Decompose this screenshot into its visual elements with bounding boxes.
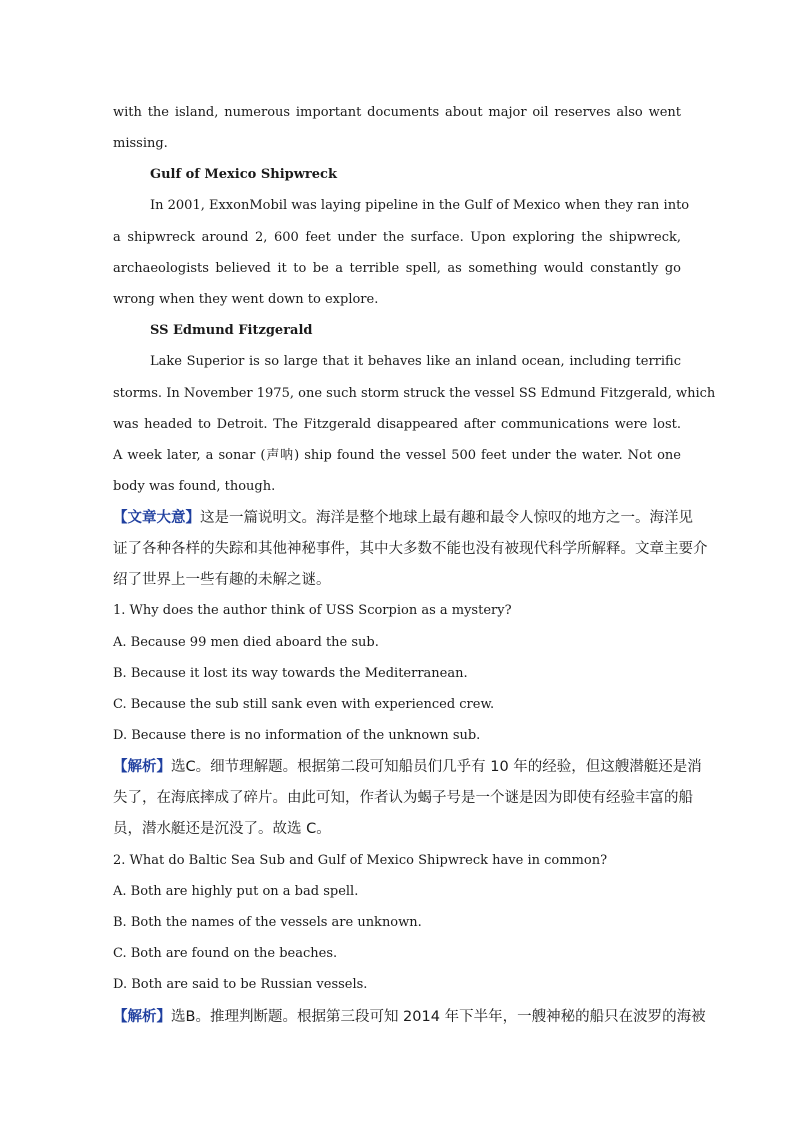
analysis-line: 【解析】选C。细节理解题。根据第二段可知船员们几乎有 10 年的经验，但这艘潜艇还是消 — [113, 759, 702, 775]
question-option: B. Because it lost its way towards the Mediterranean. — [113, 666, 468, 681]
section-heading: SS Edmund Fitzgerald — [150, 323, 313, 338]
passage-line: storms. In November 1975, one such storm struck the vessel SS Edmund Fitzgerald, which — [113, 386, 716, 401]
question-option: C. Because the sub still sank even with experienced crew. — [113, 697, 495, 712]
analysis-line: 【解析】选B。推理判断题。根据第三段可知 2014 年下半年，一艘神秘的船只在波罗的海被 — [113, 1009, 706, 1025]
analysis-line: 失了，在海底摔成了碎片。由此可知，作者认为蝎子号是一个谜是因为即使有经验丰富的船 — [113, 790, 693, 806]
question-stem: 2. What do Baltic Sea Sub and Gulf of Mexico Shipwreck have in common? — [113, 853, 608, 868]
passage-line: wrong when they went down to explore. — [113, 292, 379, 307]
section-heading: Gulf of Mexico Shipwreck — [150, 167, 337, 182]
analysis-tag: 【解析】 — [113, 1009, 171, 1025]
passage-line: missing. — [113, 136, 168, 151]
summary-tag: 【文章大意】 — [113, 510, 200, 526]
question-option: A. Because 99 men died aboard the sub. — [113, 635, 379, 650]
question-option: D. Because there is no information of the unknown sub. — [113, 728, 481, 743]
passage-line: In 2001, ExxonMobil was laying pipeline in the Gulf of Mexico when they ran into — [150, 198, 690, 213]
passage-line: A week later, a sonar (声呐) ship found the vessel 500 feet under the water. Not one — [113, 448, 681, 463]
analysis-tag: 【解析】 — [113, 759, 171, 775]
passage-line: was headed to Detroit. The Fitzgerald disappeared after communications were lost. — [113, 417, 681, 432]
question-stem: 1. Why does the author think of USS Scorpion as a mystery? — [113, 603, 512, 618]
summary-line: 【文章大意】这是一篇说明文。海洋是整个地球上最有趣和最令人惊叹的地方之一。海洋见 — [113, 510, 693, 526]
question-option: A. Both are highly put on a bad spell. — [113, 884, 359, 899]
passage-line: with the island, numerous important documents about major oil reserves also went — [113, 105, 681, 120]
passage-line: archaeologists believed it to be a terrible spell, as something would constantly go — [113, 261, 681, 276]
summary-line: 证了各种各样的失踪和其他神秘事件，其中大多数不能也没有被现代科学所解释。文章主要介 — [113, 541, 708, 557]
question-option: B. Both the names of the vessels are unknown. — [113, 915, 422, 930]
passage-line: Lake Superior is so large that it behaves like an inland ocean, including terrific — [150, 354, 681, 369]
passage-line: a shipwreck around 2, 600 feet under the surface. Upon exploring the shipwreck, — [113, 230, 681, 245]
passage-line: body was found, though. — [113, 479, 276, 494]
summary-line: 绍了世界上一些有趣的未解之谜。 — [113, 572, 331, 588]
analysis-line: 员，潜水艇还是沉没了。故选 C。 — [113, 821, 331, 837]
question-option: C. Both are found on the beaches. — [113, 946, 338, 961]
question-option: D. Both are said to be Russian vessels. — [113, 977, 368, 992]
